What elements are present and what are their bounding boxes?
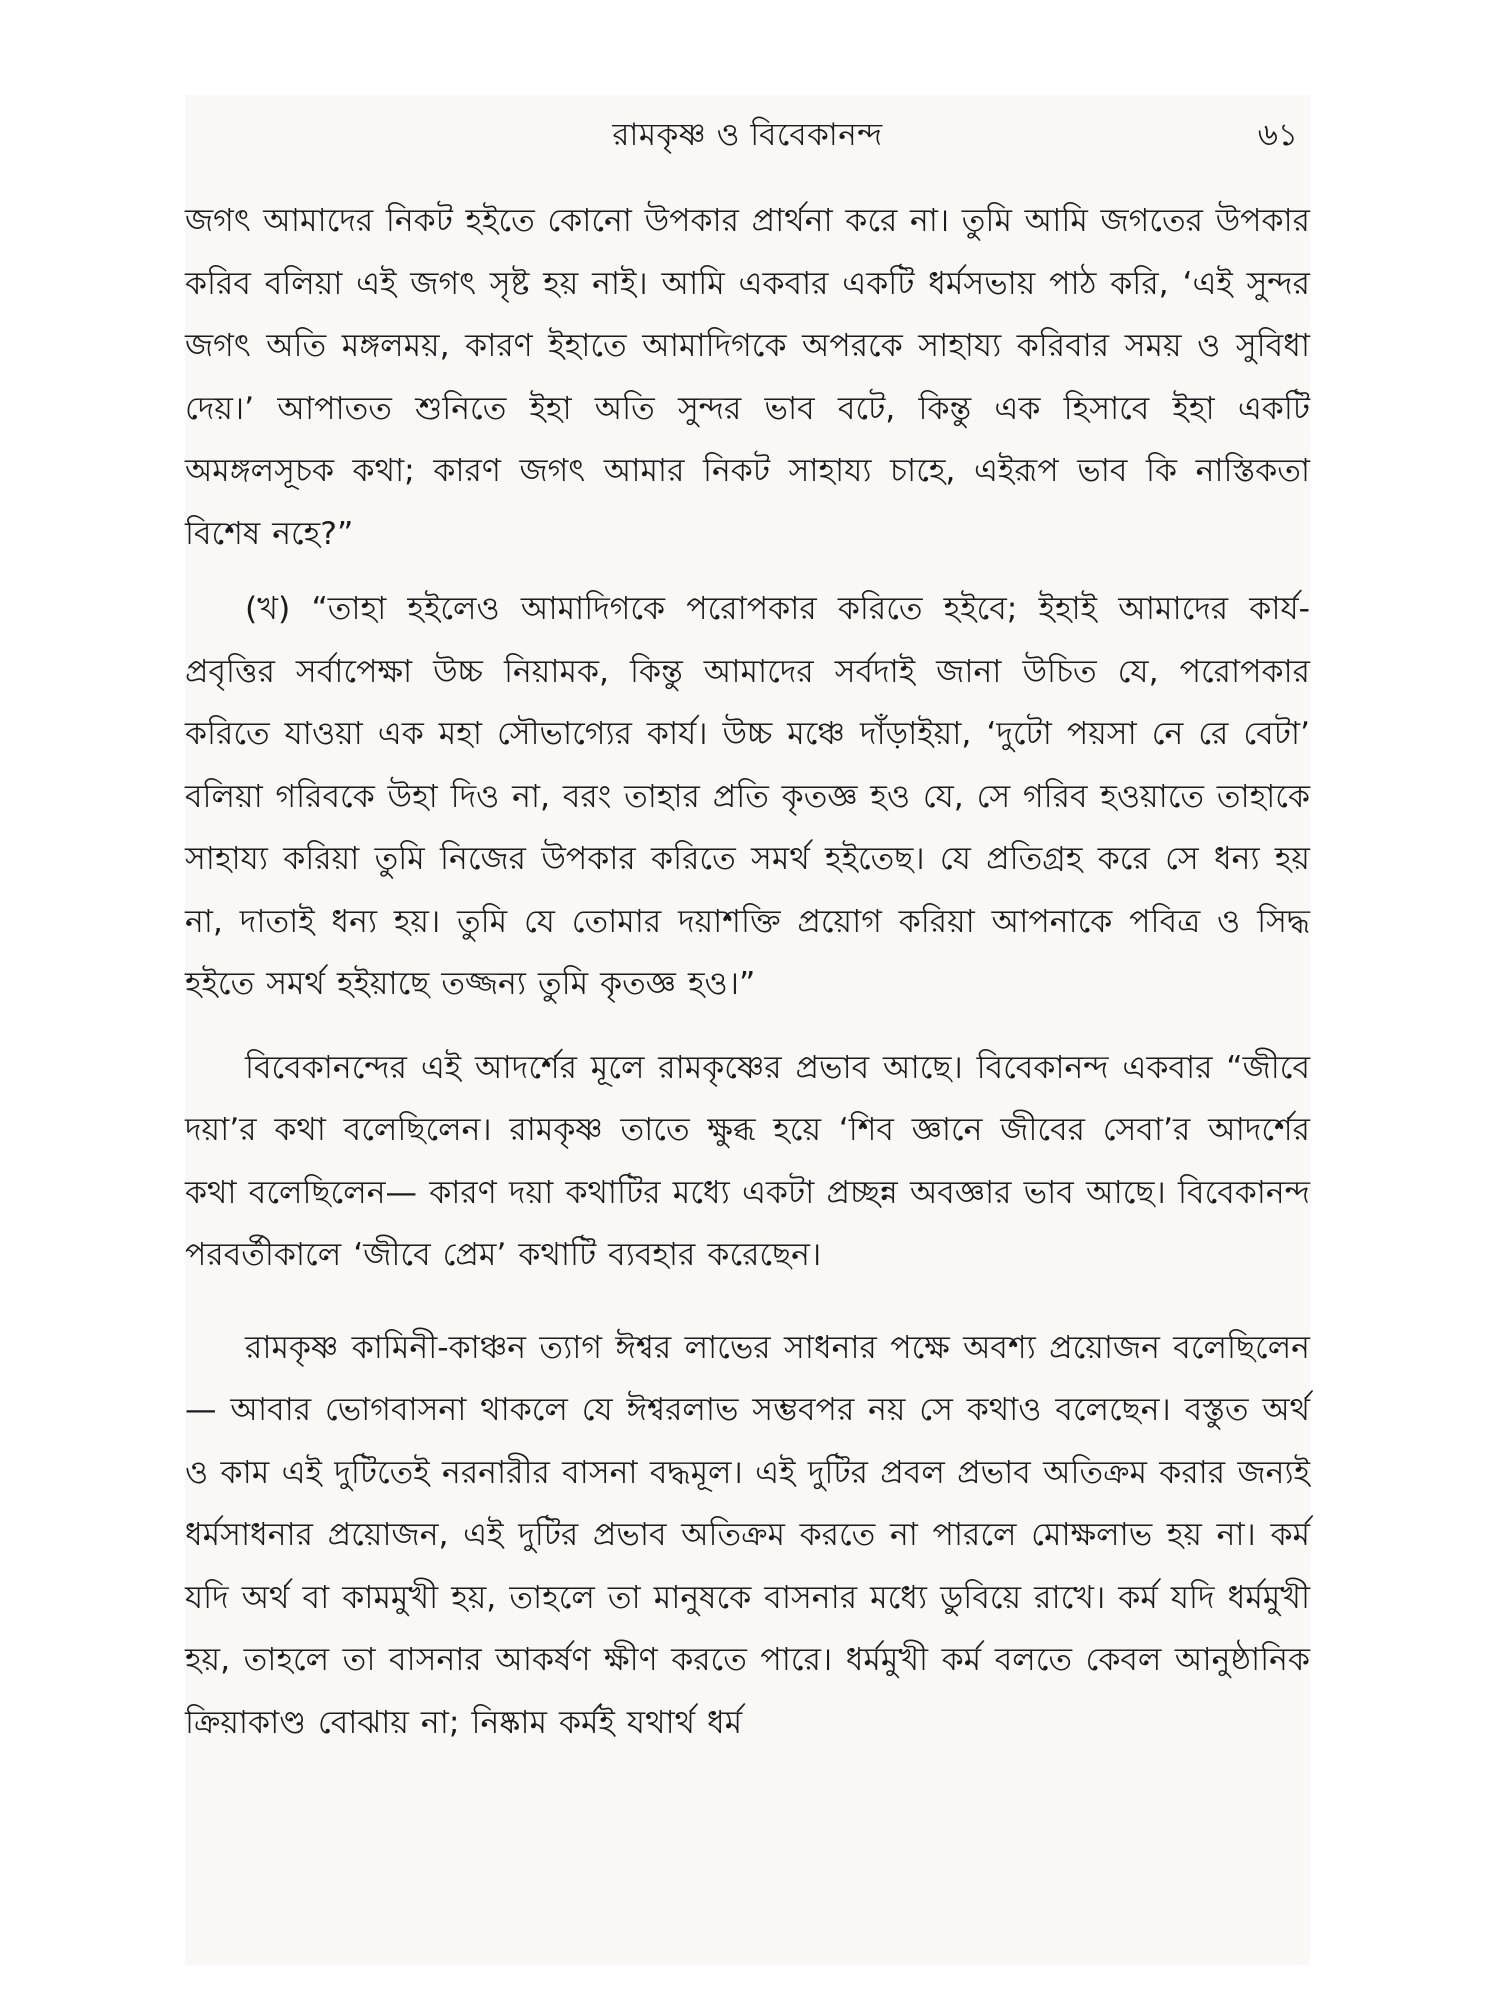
paragraph-1: জগৎ আমাদের নিকট হইতে কোনো উপকার প্রার্থনা করে না। তুমি আমি জগতের উপকার করিব বলিয়া এই জগৎ সৃষ্ট হয় নাই। আমি একবার একটি ধর্মসভায় পাঠ করি, ‘এই সুন্দর জগৎ অতি মঙ্গলময়, কারণ ইহাতে আমাদিগকে অপরকে সাহায্য করিবার সময় ও সুবিধা দেয়।’ আপাতত শুনিতে ইহা অতি সুন্দর ভাব বটে, কিন্তু এক হিসাবে ইহা একটি অমঙ্গলসূচক কথা; কারণ জগৎ আমার নিকট সাহায্য চাহে, এইরূপ ভাব কি নাস্তিকতা বিশেষ নহে?” (185, 203, 1310, 552)
book-page (185, 95, 1310, 1965)
running-title: রামকৃষ্ণ ও বিবেকানন্দ (612, 117, 883, 153)
paragraph-3: বিবেকানন্দের এই আদর্শের মূলে রামকৃষ্ণের প্রভাব আছে। বিবেকানন্দ একবার “জীবে দয়া’র কথা বলেছিলেন। রামকৃষ্ণ তাতে ক্ষুব্ধ হয়ে ‘শিব জ্ঞানে জীবের সেবা’র আদর্শের কথা বলেছিলেন— কারণ দয়া কথাটির মধ্যে একটা প্রচ্ছন্ন অবজ্ঞার ভাব আছে। বিবেকানন্দ পরবর্তীকালে ‘জীবে প্রেম’ কথাটি ব্যবহার করেছেন। (185, 1049, 1310, 1273)
page-header (185, 95, 1310, 175)
page-number: ৬১ (1257, 117, 1298, 153)
paragraph-2: (খ) “তাহা হইলেও আমাদিগকে পরোপকার করিতে হইবে; ইহাই আমাদের কার্য-প্রবৃত্তির সর্বাপেক্ষা উচ্চ নিয়ামক, কিন্তু আমাদের সর্বদাই জানা উচিত যে, পরোপকার করিতে যাওয়া এক মহা সৌভাগ্যের কার্য। উচ্চ মঞ্চে দাঁড়াইয়া, ‘দুটো পয়সা নে রে বেটা’ বলিয়া গরিবকে উহা দিও না, বরং তাহার প্রতি কৃতজ্ঞ হও যে, সে গরিব হওয়াতে তাহাকে সাহায্য করিয়া তুমি নিজের উপকার করিতে সমর্থ হইতেছ। যে প্রতিগ্রহ করে সে ধন্য হয় না, দাতাই ধন্য হয়। তুমি যে তোমার দয়াশক্তি প্রয়োগ করিয়া আপনাকে পবিত্র ও সিদ্ধ হইতে সমর্থ হইয়াছে তজ্জন্য তুমি কৃতজ্ঞ হও।” (185, 591, 1310, 1002)
paragraph-4: রামকৃষ্ণ কামিনী-কাঞ্চন ত্যাগ ঈশ্বর লাভের সাধনার পক্ষে অবশ্য প্রয়োজন বলেছিলেন— আবার ভোগবাসনা থাকলে যে ঈশ্বরলাভ সম্ভবপর নয় সে কথাও বলেছেন। বস্তুত অর্থ ও কাম এই দুটিতেই নরনারীর বাসনা বদ্ধমূল। এই দুটির প্রবল প্রভাব অতিক্রম করার জন্যই ধর্মসাধনার প্রয়োজন, এই দুটির প্রভাব অতিক্রম করতে না পারলে মোক্ষলাভ হয় না। কর্ম যদি অর্থ বা কামমুখী হয়, তাহলে তা মানুষকে বাসনার মধ্যে ডুবিয়ে রাখে। কর্ম যদি ধর্মমুখী হয়, তাহলে তা বাসনার আকর্ষণ ক্ষীণ করতে পারে। ধর্মমুখী কর্ম বলতে কেবল আনুষ্ঠানিক ক্রিয়াকাণ্ড বোঝায় না; নিষ্কাম কর্মই যথার্থ ধর্ম (185, 1329, 1310, 1741)
body-text (185, 190, 1310, 1754)
